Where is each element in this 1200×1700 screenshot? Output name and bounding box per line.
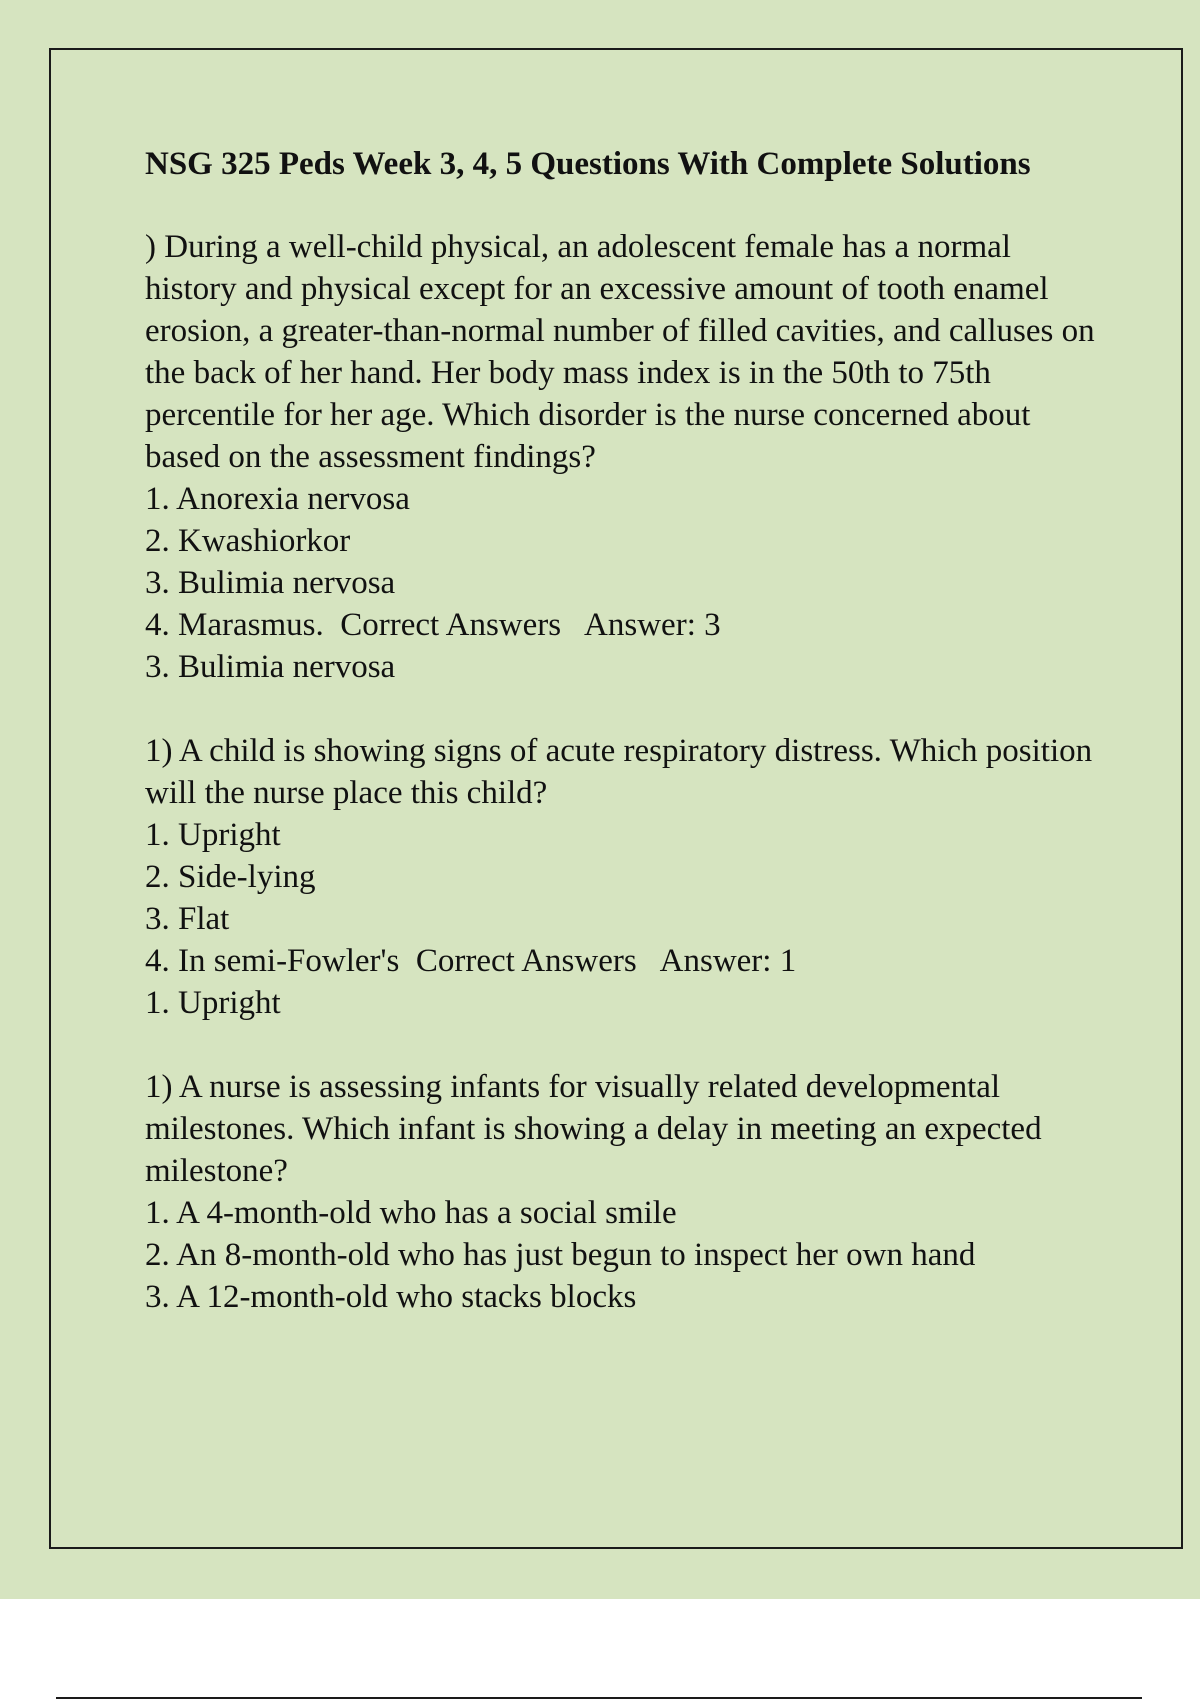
question-text: 1) A child is showing signs of acute respiratory distress. Which position will the nurse place this child? bbox=[145, 733, 1093, 811]
question-text: ) During a well-child physical, an adolescent female has a normal history and physical except for an excessive amount of tooth enamel erosion, a greater-than-normal number of filled cavities, and calluses on the back of her hand. Her body mass index is in the 50th to 75th percentile for her age. Which disorder is the nurse concerned about based on the assessment findings? bbox=[145, 229, 1095, 475]
option-2: 2. An 8-month-old who has just begun to inspect her own hand bbox=[145, 1237, 976, 1273]
option-3: 3. Bulimia nervosa bbox=[145, 565, 396, 601]
answer-value: Answer: 3 bbox=[584, 607, 721, 643]
option-2: 2. Kwashiorkor bbox=[145, 523, 351, 559]
option-1: 1. Upright bbox=[145, 817, 281, 853]
option-3: 3. A 12-month-old who stacks blocks bbox=[145, 1279, 637, 1315]
option-3: 3. Flat bbox=[145, 901, 230, 937]
answer-value: Answer: 1 bbox=[659, 943, 797, 979]
question-3 bbox=[145, 1066, 1095, 1318]
option-4: 4. In semi-Fowler's bbox=[145, 943, 400, 979]
question-text: 1) A nurse is assessing infants for visually related developmental milestones. Which infant is showing a delay in meeting an expected milestone? bbox=[145, 1069, 1042, 1189]
answer-detail: 1. Upright bbox=[145, 985, 281, 1021]
answer-detail: 3. Bulimia nervosa bbox=[145, 649, 396, 685]
document-content bbox=[145, 143, 1095, 1360]
document-title: NSG 325 Peds Week 3, 4, 5 Questions With Complete Solutions bbox=[145, 146, 1031, 182]
correct-answers-label: Correct Answers bbox=[340, 607, 562, 643]
question-1 bbox=[145, 226, 1095, 688]
correct-answers-label: Correct Answers bbox=[415, 943, 637, 979]
question-2 bbox=[145, 730, 1095, 1024]
answer-line bbox=[145, 604, 1095, 646]
option-1: 1. Anorexia nervosa bbox=[145, 481, 410, 517]
footer-divider bbox=[56, 1697, 1142, 1699]
option-2: 2. Side-lying bbox=[145, 859, 316, 895]
option-1: 1. A 4-month-old who has a social smile bbox=[145, 1195, 677, 1231]
answer-line bbox=[145, 940, 1095, 982]
option-4: 4. Marasmus. bbox=[145, 607, 324, 643]
